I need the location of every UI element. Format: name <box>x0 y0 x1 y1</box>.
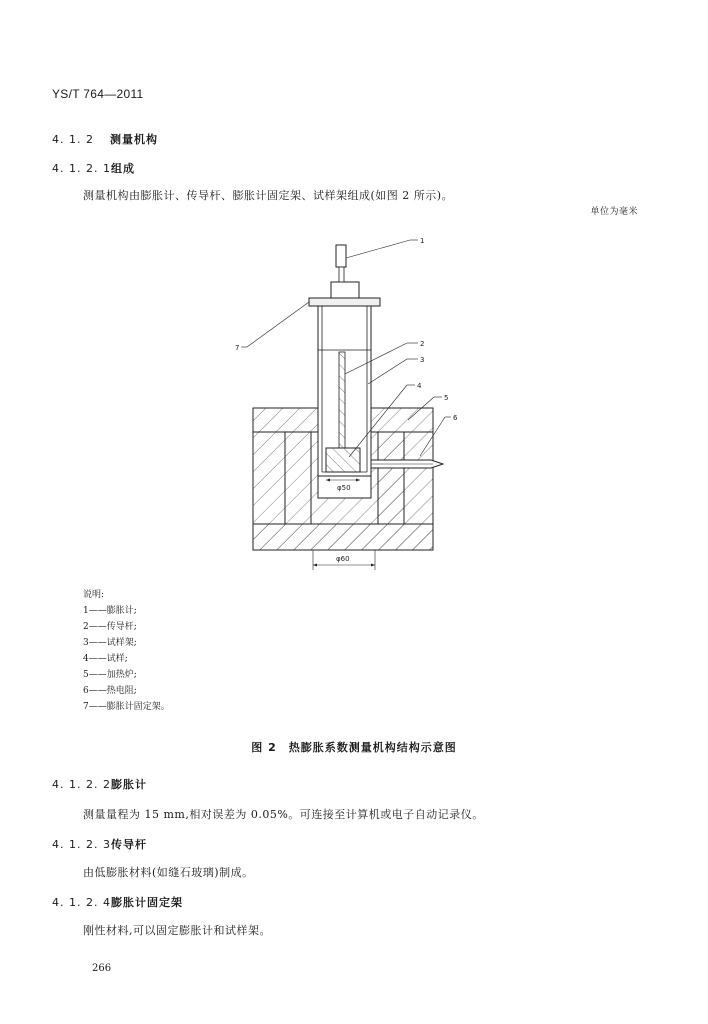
callout-2: 2 <box>420 340 425 348</box>
legend-item: 6——热电阻; <box>83 686 137 696</box>
standard-code-header: YS/T 764—2011 <box>52 87 144 101</box>
dilatometer <box>336 245 346 282</box>
callout-5: 5 <box>444 394 449 402</box>
section-title: 测量机构 <box>110 133 158 146</box>
legend-item: 2——传导杆; <box>83 622 137 632</box>
section-4-1-2-1-heading <box>52 160 135 176</box>
section-number: 4. 1. 2. 3 <box>52 838 111 851</box>
section-number: 4. 1. 2 <box>52 133 94 146</box>
page-number: 266 <box>92 963 112 974</box>
mount-paragraph: 刚性材料,可以固定膨胀计和试样架。 <box>83 924 271 937</box>
legend-title: 说明: <box>83 590 105 600</box>
legend-item: 7——膨胀计固定架。 <box>83 702 170 712</box>
dimension-phi60 <box>313 550 375 570</box>
callout-7: 7 <box>235 344 240 352</box>
figure-caption: 图 2 热膨胀系数测量机构结构示意图 <box>251 741 457 754</box>
section-number: 4. 1. 2. 1 <box>52 162 111 175</box>
dilatometer-paragraph: 测量量程为 15 mm,相对误差为 0.05%。可连接至计算机或电子自动记录仪。 <box>83 808 484 821</box>
section-number: 4. 1. 2. 2 <box>52 778 111 791</box>
callout-4: 4 <box>417 382 422 390</box>
thermistor <box>371 460 443 468</box>
callout-1: 1 <box>420 237 425 245</box>
section-title: 传导杆 <box>110 838 147 851</box>
legend-item: 4——试样; <box>83 654 128 664</box>
sample <box>326 448 360 472</box>
transmission-rod <box>339 352 345 448</box>
legend-item: 3——试样架; <box>83 638 137 648</box>
section-title: 膨胀计固定架 <box>110 896 183 909</box>
measurement-mechanism-diagram <box>225 228 485 578</box>
section-4-1-2-heading <box>52 131 158 147</box>
section-4-1-2-3-heading <box>52 836 147 852</box>
callout-3: 3 <box>420 356 425 364</box>
dimension-label-inner: φ50 <box>337 484 351 492</box>
dimension-label-outer: φ60 <box>336 555 350 563</box>
dilatometer-mount-plate <box>309 282 380 306</box>
unit-note: 单位为毫米 <box>590 207 638 217</box>
legend-item: 1——膨胀计; <box>83 606 137 616</box>
section-4-1-2-2-heading <box>52 776 147 792</box>
rod-paragraph: 由低膨胀材料(如缝石玻璃)制成。 <box>83 866 254 879</box>
callout-6: 6 <box>453 414 458 422</box>
figure-legend <box>83 587 170 715</box>
section-title: 膨胀计 <box>110 778 147 791</box>
composition-paragraph: 测量机构由膨胀计、传导杆、膨胀计固定架、试样架组成(如图 2 所示)。 <box>83 189 454 202</box>
section-4-1-2-4-heading <box>52 894 183 910</box>
section-number: 4. 1. 2. 4 <box>52 896 111 909</box>
section-title: 组成 <box>110 162 135 175</box>
legend-item: 5——加热炉; <box>83 670 137 680</box>
